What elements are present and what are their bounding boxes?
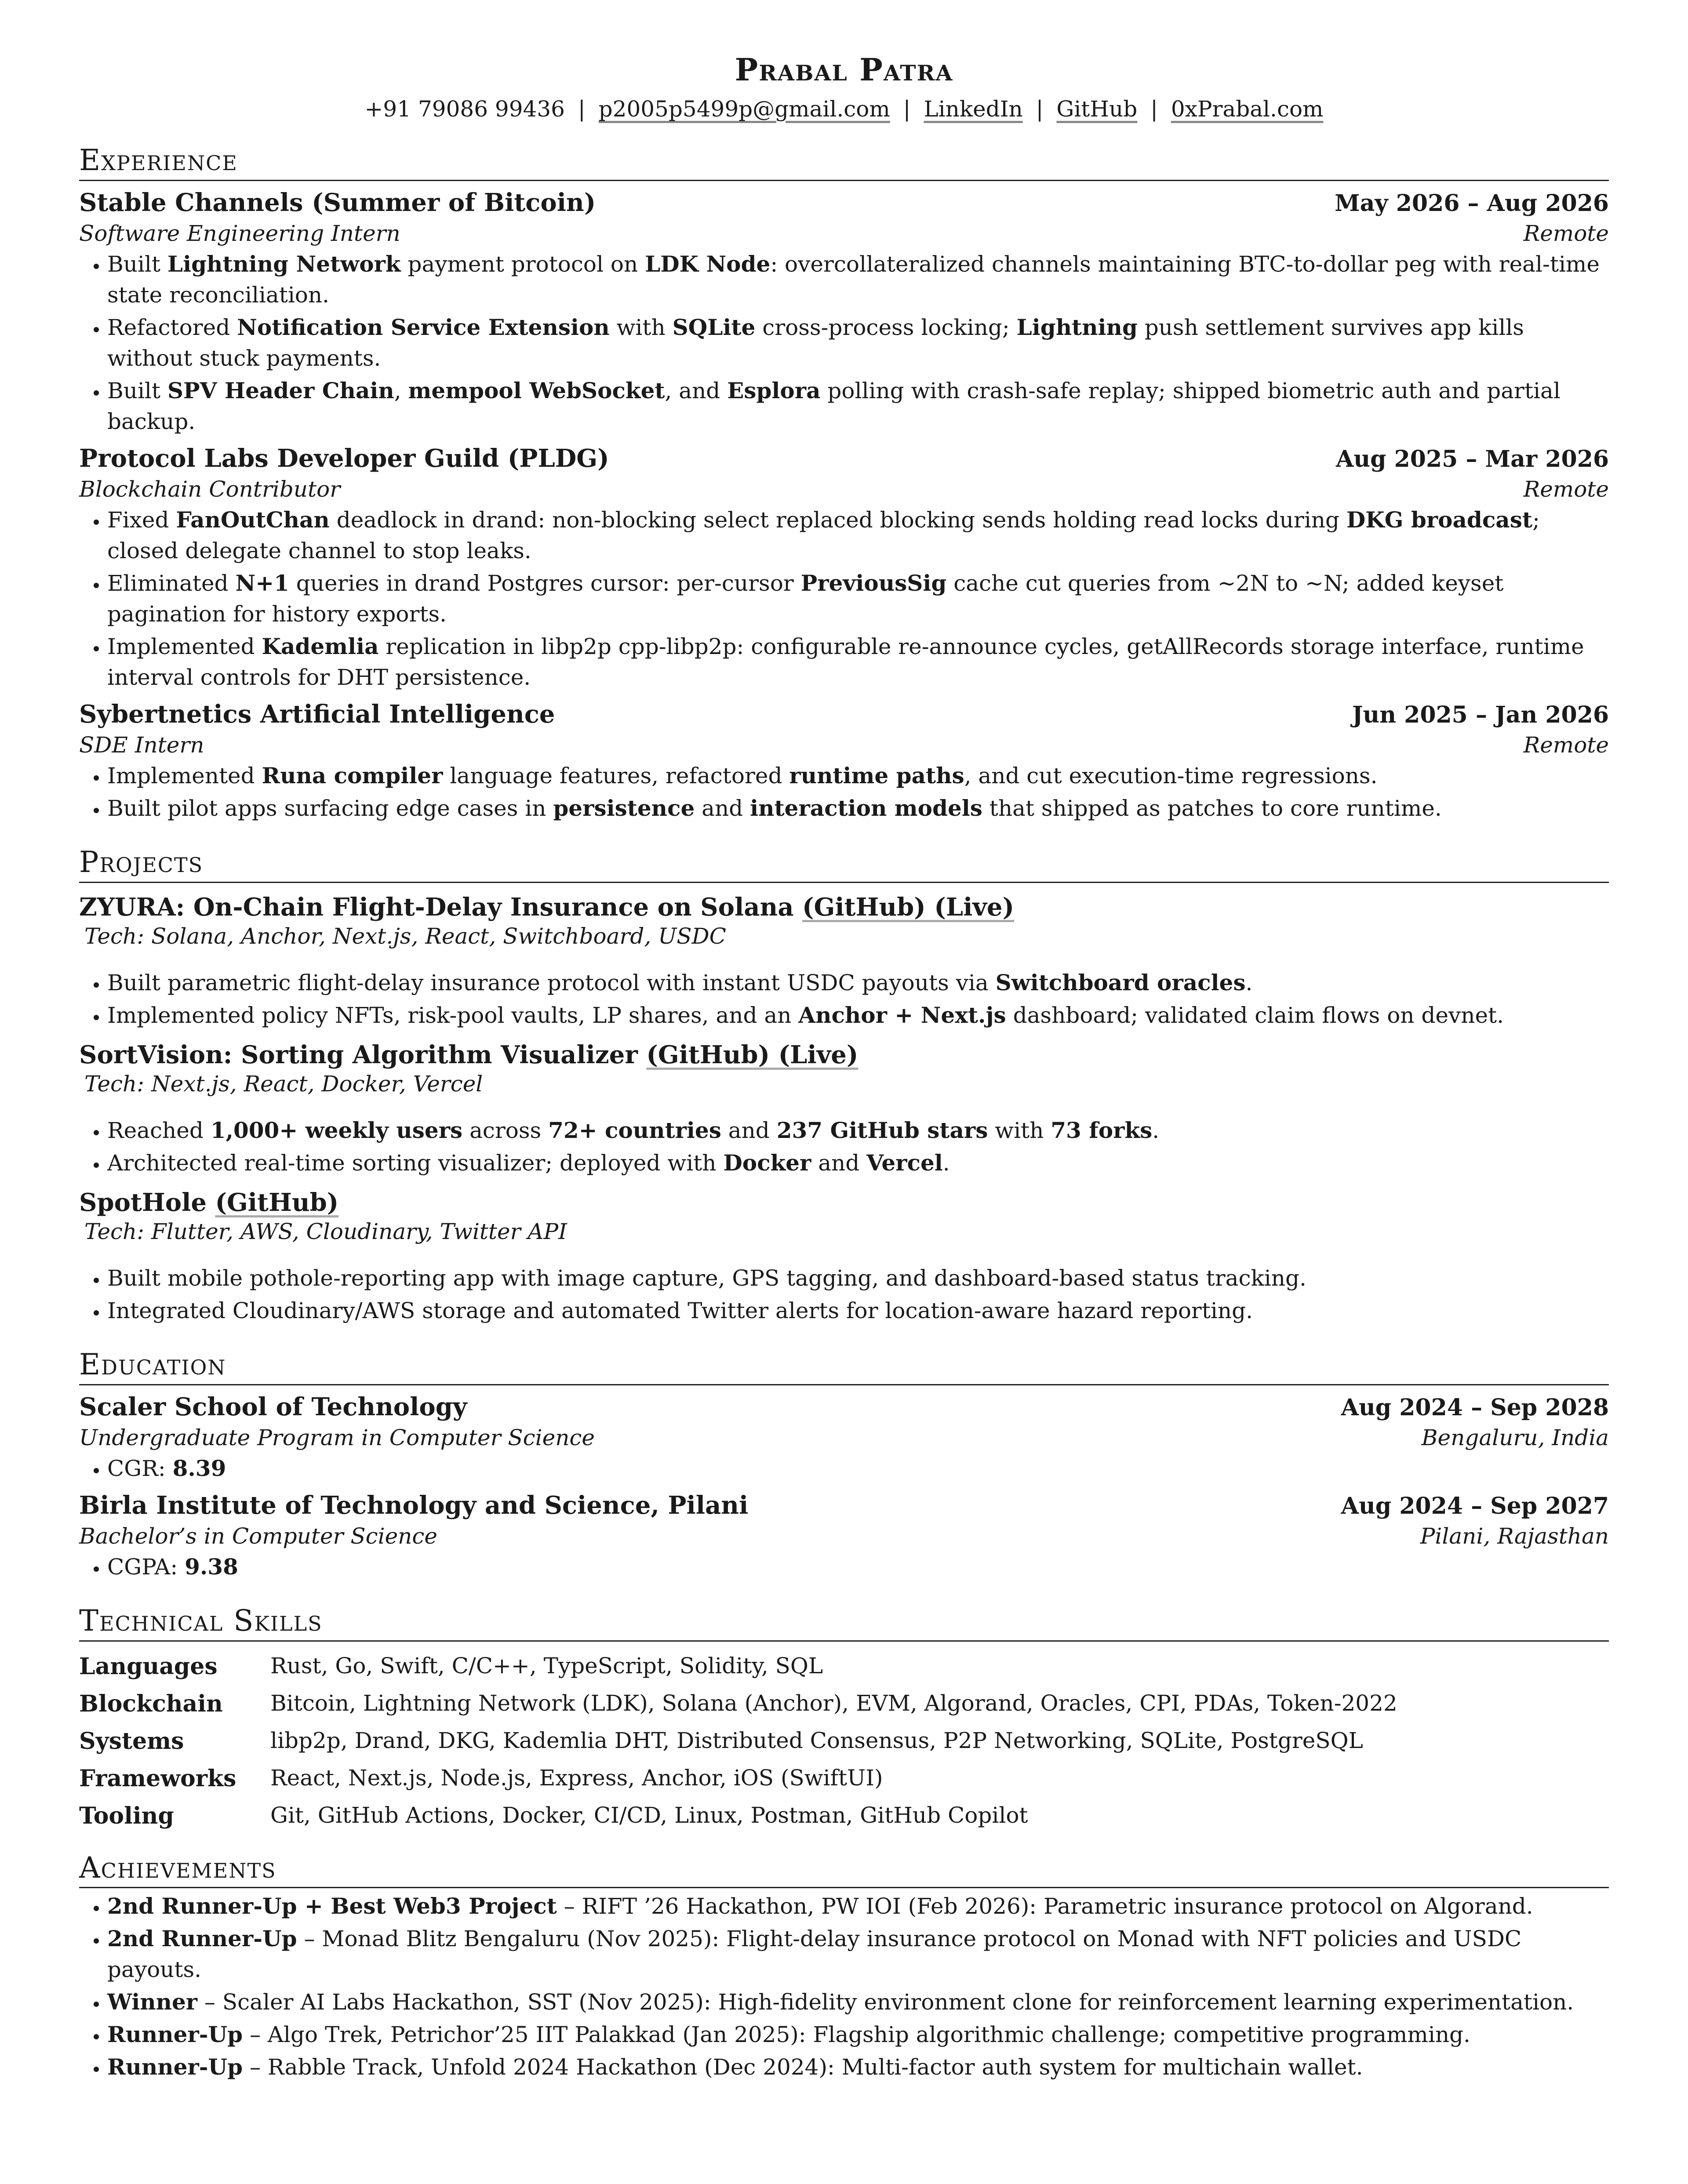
bullet-item [107, 505, 1609, 566]
project-title [79, 893, 1609, 922]
bullet-text: with [609, 314, 673, 340]
bullet-keyword: 1,000+ weekly users [210, 1117, 463, 1143]
project-entry [79, 1040, 1609, 1178]
bullet-item [107, 1115, 1609, 1146]
date-range: Jun 2025 – Jan 2026 [1352, 701, 1609, 728]
entry-subheader [79, 1523, 1609, 1549]
grade-label: CGR: [107, 1455, 173, 1481]
achievement-award: 2nd Runner-Up [107, 1926, 297, 1952]
achievement-item [107, 1987, 1609, 2017]
grade-item [107, 1552, 1609, 1582]
education-entry [79, 1491, 1609, 1582]
project-name: ZYURA: On-Chain Flight-Delay Insurance on Solana [79, 892, 794, 922]
bullet-item [107, 1148, 1609, 1178]
bullet-list [79, 249, 1609, 437]
bullet-keyword: mempool WebSocket [408, 377, 665, 403]
entry-subheader [79, 221, 1609, 246]
bullet-keyword: FanOutChan [176, 506, 330, 533]
bullet-keyword: Docker [723, 1149, 811, 1176]
bullet-item [107, 1000, 1609, 1031]
skill-values: libp2p, Drand, DKG, Kademlia DHT, Distributed Consensus, P2P Networking, SQLite, PostgreSQL [270, 1727, 1363, 1753]
education-list [79, 1392, 1609, 1582]
program-name: Undergraduate Program in Computer Science [79, 1425, 595, 1450]
section-title-experience: Experience [79, 144, 1609, 181]
location: Remote [1523, 732, 1609, 758]
bullet-text: Built pilot apps surfacing edge cases in [107, 795, 553, 821]
institution-name: Birla Institute of Technology and Science, Pilani [79, 1490, 749, 1520]
bullet-keyword: Kademlia [262, 633, 379, 659]
experience-list [79, 188, 1609, 824]
bullet-keyword: Vercel [866, 1149, 943, 1176]
bullet-text: . [1152, 1117, 1160, 1143]
bullet-text: Implemented policy NFTs, risk-pool vaults, LP shares, and an [107, 1002, 799, 1028]
bullet-text: : overcollateralized channels maintaining BTC-to-dollar peg with real-time state reconciliation. [107, 251, 1600, 308]
bullet-keyword: Notification Service Extension [237, 314, 610, 340]
project-links[interactable]: (GitHub) (Live) [646, 1040, 859, 1069]
skills-table [79, 1653, 1609, 1829]
achievement-detail: – Rabble Track, Unfold 2024 Hackathon (Dec 2024): Multi-factor auth system for multichain wallet. [243, 2054, 1363, 2080]
bullet-text: polling with crash-safe replay; shipped biometric auth and partial backup. [107, 378, 1561, 434]
bullet-keyword: 73 forks [1051, 1117, 1153, 1143]
candidate-name: Prabal Patra [735, 51, 953, 88]
bullet-text: cross-process locking; [755, 314, 1017, 340]
bullet-text: . [1245, 970, 1253, 996]
achievement-detail: – Scaler AI Labs Hackathon, SST (Nov 2025): High-fidelity environment clone for reinforcement learning experimentation. [197, 1989, 1574, 2015]
tech-stack: Tech: Flutter, AWS, Cloudinary, Twitter API [84, 1218, 567, 1244]
bullet-keyword: SPV Header Chain [167, 377, 394, 403]
section-title-projects: Projects [79, 846, 1609, 883]
date-range: May 2026 – Aug 2026 [1335, 189, 1609, 217]
entry-header [79, 700, 1609, 729]
achievement-item [107, 1923, 1609, 1985]
bullet-keyword: Switchboard oracles [995, 969, 1246, 996]
skill-category: Languages [79, 1653, 218, 1680]
location: Bengaluru, India [1421, 1425, 1609, 1450]
project-entry [79, 893, 1609, 1031]
organization-name: Protocol Labs Developer Guild (PLDG) [79, 443, 609, 473]
bullet-text: Implemented [107, 633, 262, 659]
skill-values: React, Next.js, Node.js, Express, Anchor, iOS (SwiftUI) [270, 1765, 883, 1791]
project-name: SpotHole [79, 1188, 207, 1217]
bullet-keyword: 237 GitHub stars [776, 1117, 988, 1143]
achievement-detail: – RIFT ’26 Hackathon, PW IOI (Feb 2026): Parametric insurance protocol on Algorand. [557, 1893, 1533, 1919]
institution-name: Scaler School of Technology [79, 1392, 467, 1421]
bullet-text: . [942, 1150, 950, 1176]
bullet-text: Integrated Cloudinary/AWS storage and automated Twitter alerts for location-aware hazard reporting. [107, 1297, 1253, 1323]
bullet-text: Architected real-time sorting visualizer; deployed with [107, 1150, 724, 1176]
linkedin-link[interactable]: LinkedIn [924, 96, 1023, 122]
achievement-detail: – Monad Blitz Bengaluru (Nov 2025): Flight-delay insurance protocol on Monad with NFT policies and USDC payouts. [107, 1926, 1522, 1983]
bullet-item [107, 760, 1609, 791]
bullet-text: , [394, 378, 408, 403]
contact-line [79, 96, 1609, 122]
tech-stack: Tech: Solana, Anchor, Next.js, React, Switchboard, USDC [84, 923, 726, 949]
separator: | [1036, 96, 1044, 122]
bullet-keyword: 72+ countries [548, 1117, 721, 1143]
bullet-keyword: DKG broadcast [1346, 506, 1532, 533]
bullet-keyword: runtime paths [789, 762, 964, 789]
bullet-keyword: Lightning Network [167, 251, 401, 277]
skill-values: Git, GitHub Actions, Docker, CI/CD, Linux, Postman, GitHub Copilot [270, 1802, 1028, 1828]
bullet-item [107, 312, 1609, 374]
bullet-text: and [721, 1117, 777, 1143]
grade-value: 8.39 [172, 1455, 226, 1481]
entry-header [79, 1491, 1609, 1520]
bullet-keyword: Anchor + Next.js [798, 1002, 1006, 1028]
entry-header [79, 188, 1609, 217]
bullet-text: Built [107, 378, 167, 403]
bullet-list [79, 1115, 1609, 1178]
bullet-text: across [462, 1117, 549, 1143]
phone-number: +91 79086 99436 [364, 96, 565, 122]
bullet-item [107, 1295, 1609, 1326]
bullet-text: Eliminated [107, 570, 236, 596]
bullet-list [79, 1453, 1609, 1484]
bullet-keyword: LDK Node [645, 251, 771, 277]
section-title-achievements: Achievements [79, 1851, 1609, 1889]
bullet-keyword: N+1 [235, 570, 289, 596]
bullet-text: that shipped as patches to core runtime. [982, 795, 1442, 821]
bullet-keyword: Esplora [727, 377, 821, 403]
bullet-text: Built mobile pothole-reporting app with image capture, GPS tagging, and dashboard-based status tracking. [107, 1265, 1306, 1291]
experience-entry [79, 188, 1609, 437]
bullet-text: payment protocol on [400, 251, 645, 277]
bullet-text: dashboard; validated claim flows on devnet. [1006, 1002, 1504, 1028]
education-entry [79, 1392, 1609, 1484]
bullet-item [107, 793, 1609, 824]
bullet-text: Built parametric flight-delay insurance protocol with instant USDC payouts via [107, 970, 996, 996]
experience-entry [79, 700, 1609, 824]
bullet-keyword: interaction models [750, 795, 982, 821]
date-range: Aug 2024 – Sep 2028 [1341, 1394, 1609, 1421]
achievement-award: 2nd Runner-Up + Best Web3 Project [107, 1893, 557, 1919]
skill-category: Tooling [79, 1802, 174, 1829]
achievement-award: Runner-Up [107, 2021, 243, 2048]
separator: | [1150, 96, 1158, 122]
bullet-keyword: Runa compiler [262, 762, 443, 789]
location: Remote [1523, 220, 1609, 246]
entry-subheader [79, 1425, 1609, 1450]
bullet-keyword: SQLite [672, 314, 756, 340]
website-link[interactable]: 0xPrabal.com [1171, 96, 1324, 122]
bullet-item [107, 1263, 1609, 1294]
bullet-text: , and cut execution-time regressions. [964, 763, 1378, 789]
project-title [79, 1188, 1609, 1217]
entry-subheader [79, 476, 1609, 502]
bullet-list [79, 1263, 1609, 1326]
grade-item [107, 1453, 1609, 1484]
project-links[interactable]: (GitHub) (Live) [802, 892, 1015, 922]
program-name: Bachelor’s in Computer Science [79, 1523, 437, 1549]
achievement-award: Winner [107, 1989, 198, 2015]
location: Pilani, Rajasthan [1420, 1523, 1609, 1549]
separator: | [578, 96, 586, 122]
bullet-item [107, 249, 1609, 310]
section-title-education: Education [79, 1348, 1609, 1385]
bullet-item [107, 375, 1609, 437]
bullet-item [107, 631, 1609, 693]
project-title [79, 1040, 1609, 1069]
bullet-list [79, 1552, 1609, 1582]
bullet-text: Refactored [107, 314, 237, 340]
bullet-text: deadlock in drand: non-blocking select replaced blocking sends holding read locks during [329, 507, 1346, 533]
bullet-keyword: persistence [553, 795, 695, 821]
role-title: Software Engineering Intern [79, 220, 400, 246]
skill-values: Rust, Go, Swift, C/C++, TypeScript, Solidity, SQL [270, 1653, 823, 1679]
bullet-list [79, 505, 1609, 693]
bullet-text: Built [107, 251, 167, 277]
bullet-item [107, 568, 1609, 629]
skill-category: Blockchain [79, 1690, 223, 1717]
bullet-text: Reached [107, 1117, 211, 1143]
bullet-keyword: Lightning [1016, 314, 1138, 340]
role-title: Blockchain Contributor [79, 476, 341, 502]
bullet-text: with [988, 1117, 1051, 1143]
entry-header [79, 444, 1609, 473]
achievement-item [107, 2052, 1609, 2082]
skill-category: Frameworks [79, 1765, 236, 1792]
projects-list [79, 893, 1609, 1326]
github-link[interactable]: GitHub [1056, 96, 1138, 122]
bullet-text: cache cut queries from ∼2N to ∼N; added keyset pagination for history exports. [107, 570, 1504, 627]
section-title-skills: Technical Skills [79, 1604, 1609, 1642]
entry-subheader [79, 732, 1609, 758]
bullet-list [79, 760, 1609, 824]
bullet-text: ; closed delegate channel to stop leaks. [107, 507, 1540, 563]
bullet-item [107, 967, 1609, 998]
achievements-list [79, 1891, 1609, 2082]
achievement-item [107, 2019, 1609, 2050]
bullet-list [79, 967, 1609, 1031]
role-title: SDE Intern [79, 732, 204, 758]
bullet-text: and [811, 1150, 867, 1176]
bullet-text: and [695, 795, 750, 821]
date-range: Aug 2024 – Sep 2027 [1341, 1492, 1609, 1519]
entry-header [79, 1392, 1609, 1421]
project-entry [79, 1188, 1609, 1326]
bullet-text: queries in drand Postgres cursor: per-cursor [289, 570, 801, 596]
bullet-text: , and [665, 378, 728, 403]
organization-name: Stable Channels (Summer of Bitcoin) [79, 188, 596, 217]
experience-entry [79, 444, 1609, 693]
bullet-text: push settlement survives app kills without stuck payments. [107, 314, 1524, 371]
resume-page [79, 53, 1609, 2082]
bullet-text: language features, refactored [443, 763, 789, 789]
achievement-detail: – Algo Trek, Petrichor’25 IIT Palakkad (Jan 2025): Flagship algorithmic challenge; competitive programming. [243, 2022, 1470, 2048]
separator: | [903, 96, 911, 122]
bullet-text: Implemented [107, 763, 262, 789]
email-link[interactable]: p2005p5499p@gmail.com [598, 96, 890, 122]
skill-values: Bitcoin, Lightning Network (LDK), Solana (Anchor), EVM, Algorand, Oracles, CPI, PDAs, Token-2022 [270, 1690, 1397, 1716]
achievement-award: Runner-Up [107, 2054, 243, 2080]
skill-category: Systems [79, 1727, 184, 1755]
date-range: Aug 2025 – Mar 2026 [1335, 445, 1609, 472]
project-links[interactable]: (GitHub) [215, 1188, 339, 1217]
bullet-text: Fixed [107, 507, 176, 533]
tech-stack: Tech: Next.js, React, Docker, Vercel [84, 1071, 483, 1097]
bullet-text: replication in libp2p cpp-libp2p: configurable re-announce cycles, getAllRecords storage interface, runtime interval controls for DHT persistence. [107, 633, 1584, 690]
grade-label: CGPA: [107, 1554, 185, 1580]
project-name: SortVision: Sorting Algorithm Visualizer [79, 1040, 638, 1069]
bullet-keyword: PreviousSig [800, 570, 947, 596]
grade-value: 9.38 [185, 1553, 238, 1580]
organization-name: Sybertnetics Artificial Intelligence [79, 699, 555, 729]
location: Remote [1523, 476, 1609, 502]
achievement-item [107, 1891, 1609, 1922]
